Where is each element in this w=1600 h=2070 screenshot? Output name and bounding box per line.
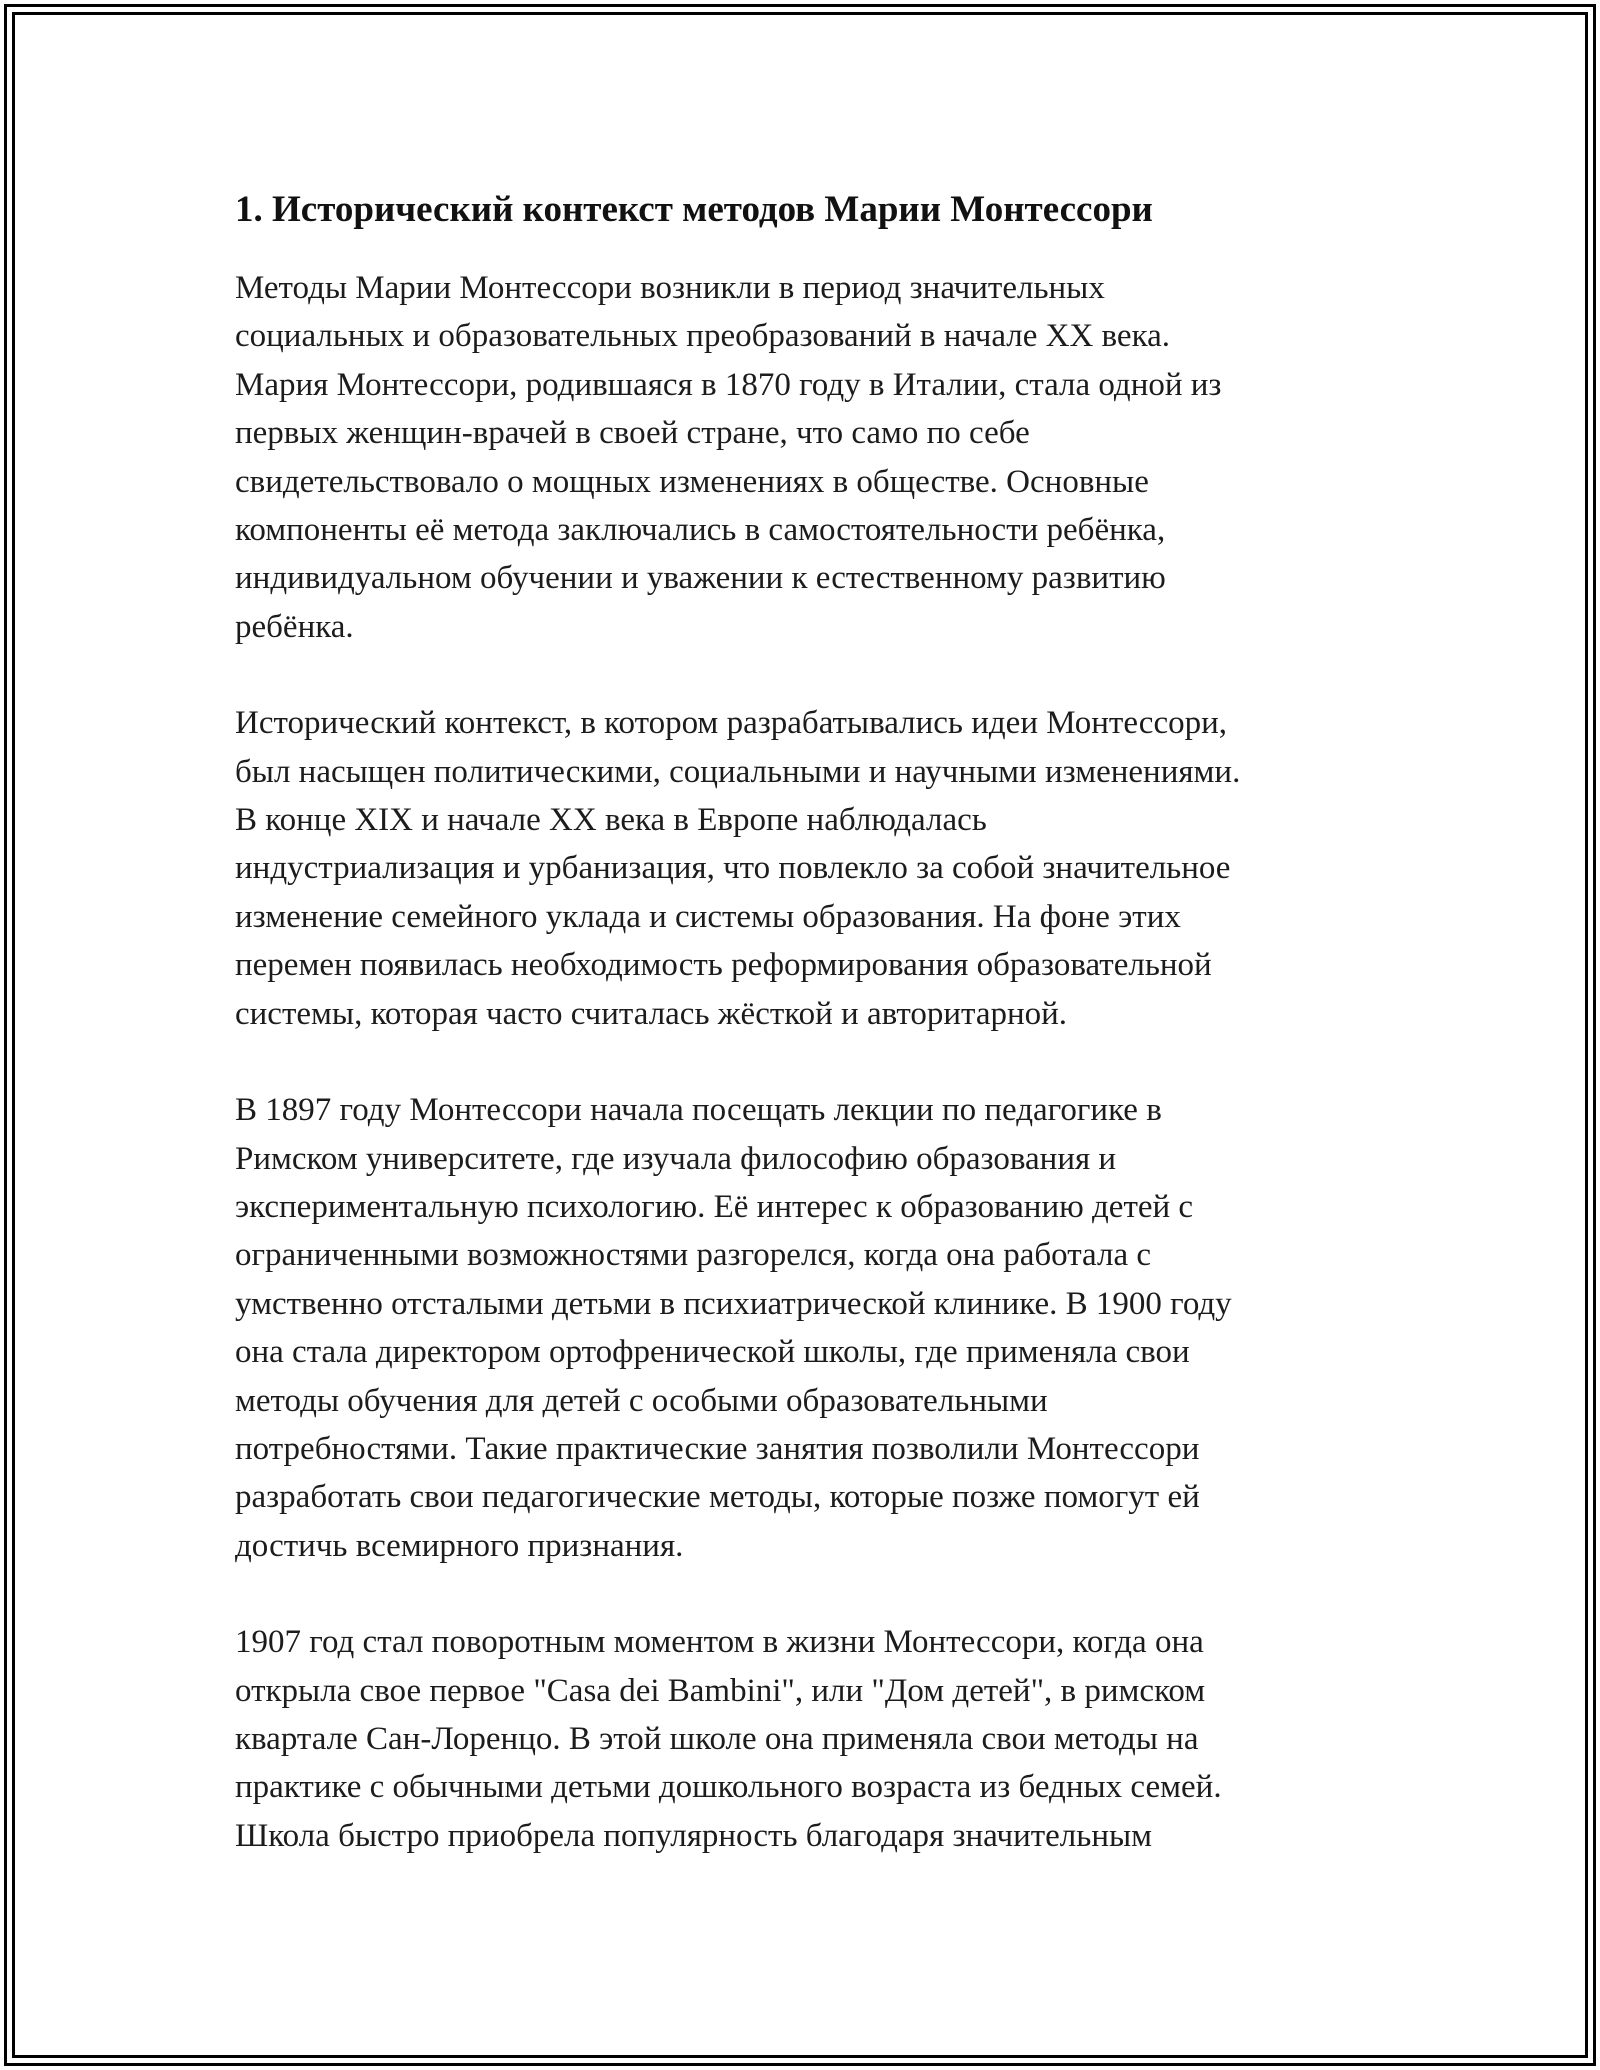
text-line: квартале Сан-Лоренцо. В этой школе она применяла свои методы на <box>235 1720 1199 1757</box>
text-line: социальных и образовательных преобразований в начале XX века. <box>235 318 1171 355</box>
text-line: методы обучения для детей с особыми образовательными <box>235 1382 1048 1419</box>
document-body <box>235 186 1365 1908</box>
text-line: индивидуальном обучении и уважении к естественному развитию <box>235 560 1166 597</box>
text-line: ограниченными возможностями разгорелся, когда она работала с <box>235 1237 1152 1274</box>
section-heading: 1. Исторический контекст методов Марии Монтессори <box>235 189 1153 230</box>
text-line: ребёнка. <box>235 608 354 645</box>
paragraph-1 <box>235 264 1365 651</box>
text-line: Мария Монтессори, родившаяся в 1870 году в Италии, стала одной из <box>235 366 1222 403</box>
text-line: Римском университете, где изучала философию образования и <box>235 1140 1117 1177</box>
text-line: 1907 год стал поворотным моментом в жизни Монтессори, когда она <box>235 1624 1204 1661</box>
text-line: практике с обычными детьми дошкольного возраста из бедных семей. <box>235 1769 1222 1806</box>
paragraph-2 <box>235 699 1365 1038</box>
text-line: был насыщен политическими, социальными и научными изменениями. <box>235 753 1241 790</box>
text-line: Школа быстро приобрела популярность благодаря значительным <box>235 1817 1153 1854</box>
text-line: индустриализация и урбанизация, что повлекло за собой значительное <box>235 850 1231 887</box>
text-line: свидетельствовало о мощных изменениях в обществе. Основные <box>235 463 1149 500</box>
text-line: потребностями. Такие практические занятия позволили Монтессори <box>235 1430 1200 1467</box>
text-line: компоненты её метода заключались в самостоятельности ребёнка, <box>235 512 1166 549</box>
paragraph-4 <box>235 1618 1365 1860</box>
text-line: Исторический контекст, в котором разрабатывались идеи Монтессори, <box>235 705 1228 742</box>
text-line: В конце XIX и начале XX века в Европе наблюдалась <box>235 802 987 839</box>
text-line: первых женщин-врачей в своей стране, что само по себе <box>235 415 1030 452</box>
text-line: перемен появилась необходимость реформирования образовательной <box>235 947 1212 984</box>
text-line: открыла свое первое "Casa dei Bambini", или "Дом детей", в римском <box>235 1672 1206 1709</box>
paragraph-3 <box>235 1086 1365 1570</box>
text-line: разработать свои педагогические методы, которые позже помогут ей <box>235 1479 1200 1516</box>
text-line: В 1897 году Монтессори начала посещать лекции по педагогике в <box>235 1092 1162 1129</box>
text-line: Методы Марии Монтессори возникли в период значительных <box>235 270 1105 306</box>
text-line: достичь всемирного признания. <box>235 1527 684 1564</box>
text-line: экспериментальную психологию. Её интерес к образованию детей с <box>235 1188 1194 1225</box>
text-line: умственно отсталыми детьми в психиатрической клинике. В 1900 году <box>235 1285 1232 1322</box>
text-line: она стала директором ортофренической школы, где применяла свои <box>235 1334 1190 1371</box>
text-line: системы, которая часто считалась жёсткой и авторитарной. <box>235 995 1068 1032</box>
text-line: изменение семейного уклада и системы образования. На фоне этих <box>235 898 1181 935</box>
